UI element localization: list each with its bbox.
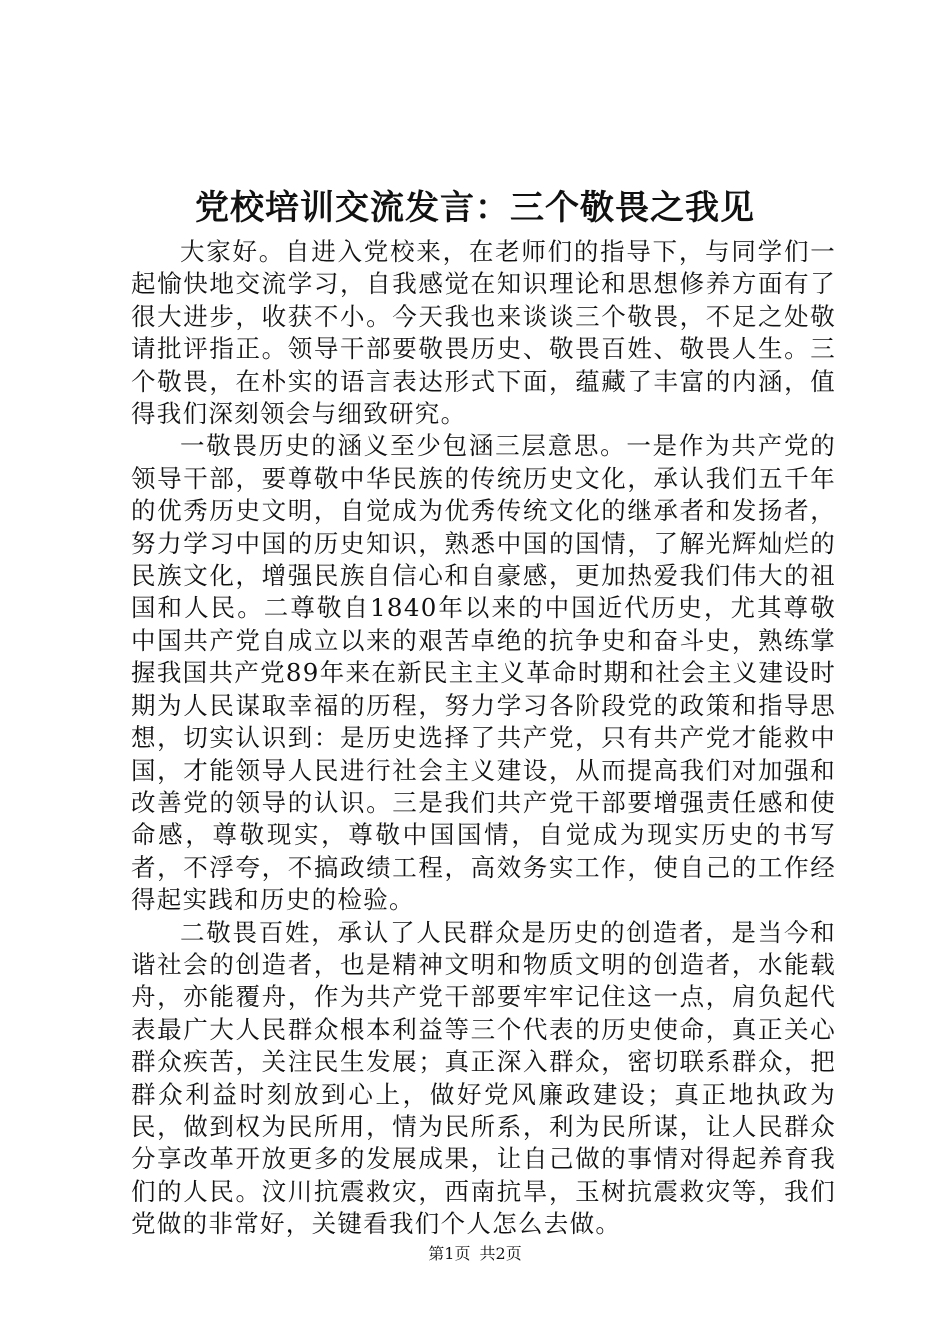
page-number-current: 第1页 [428,1244,471,1263]
paragraph-intro: 大家好。自进入党校来，在老师们的指导下，与同学们一起愉快地交流学习，自我感觉在知识理论和思想修养方面有了很大进步，收获不小。今天我也来谈谈三个敬畏，不足之处敬请批评指正。领导干部要敬畏历史、敬畏百姓、敬畏人生。三个敬畏，在朴实的语言表达形式下面，蕴藏了丰富的内涵，值得我们深刻领会与细致研究。 [131,237,836,429]
paragraph-respect-people: 二敬畏百姓，承认了人民群众是历史的创造者，是当今和谐社会的创造者，也是精神文明和物质文明的创造者，水能载舟，亦能覆舟，作为共产党干部要牢牢记住这一点，肩负起代表最广大人民群众根本利益等三个代表的历史使命，真正关心群众疾苦，关注民生发展；真正深入群众，密切联系群众，把群众利益时刻放到心上，做好党风廉政建设；真正地执政为民，做到权为民所用，情为民所系，利为民所谋，让人民群众分享改革开放更多的发展成果，让自己做的事情对得起养育我们的人民。汶川抗震救灾，西南抗旱，玉树抗震救灾等，我们党做的非常好，关键看我们个人怎么去做。 [131,917,836,1239]
page-number-total: 共2页 [479,1244,522,1263]
document-body [131,236,836,1241]
document-title: 党校培训交流发言：三个敬畏之我见 [195,188,755,228]
page-footer [0,1242,950,1266]
paragraph-respect-history: 一敬畏历史的涵义至少包涵三层意思。一是作为共产党的领导干部，要尊敬中华民族的传统历史文化，承认我们五千年的优秀历史文明，自觉成为优秀传统文化的继承者和发扬者，努力学习中国的历史知识，熟悉中国的国情，了解光辉灿烂的民族文化，增强民族自信心和自豪感，更加热爱我们伟大的祖国和人民。二尊敬自1840年以来的中国近代历史，尤其尊敬中国共产党自成立以来的艰苦卓绝的抗争史和奋斗史，熟练掌握我国共产党89年来在新民主主义革命时期和社会主义建设时期为人民谋取幸福的历程，努力学习各阶段党的政策和指导思想，切实认识到：是历史选择了共产党，只有共产党才能救中国，才能领导人民进行社会主义建设，从而提高我们对加强和改善党的领导的认识。三是我们共产党干部要增强责任感和使命感，尊敬现实，尊敬中国国情，自觉成为现实历史的书写者，不浮夸，不搞政绩工程，高效务实工作，使自己的工作经得起实践和历史的检验。 [131,431,836,915]
